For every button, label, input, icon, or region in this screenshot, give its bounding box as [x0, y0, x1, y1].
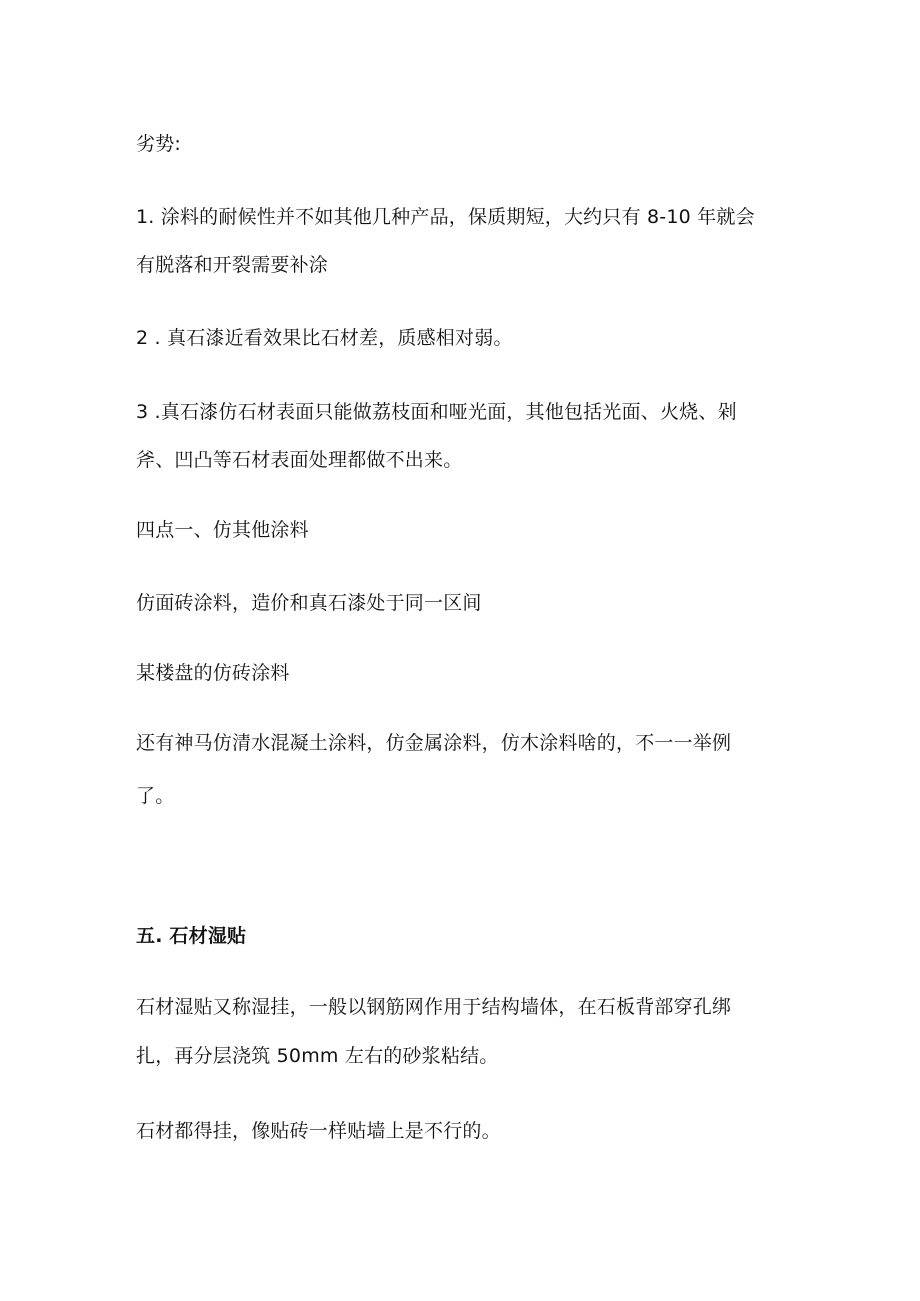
tile-coating-paragraph: 仿面砖涂料，造价和真石漆处于同一区间	[136, 592, 482, 614]
wet-paste-line-2: 扎，再分层浇筑 50mm 左右的砂浆粘结。	[136, 1045, 499, 1067]
wet-paste-line-1: 石材湿贴又称湿挂，一般以钢筋网作用于结构墙体，在石板背部穿孔绑	[136, 996, 732, 1018]
section-4-heading: 四点一、仿其他涂料	[136, 519, 309, 541]
item-3-line-2: 斧、凹凸等石材表面处理都做不出来。	[136, 449, 463, 471]
section-5-heading: 五. 石材湿贴	[136, 925, 247, 947]
other-coatings-line-2: 了。	[136, 785, 175, 807]
item-1-line-2: 有脱落和开裂需要补涂	[136, 254, 329, 276]
item-1-line-1: 1. 涂料的耐候性并不如其他几种产品，保质期短，大约只有 8-10 年就会	[136, 206, 755, 228]
item-3-line-1: 3 .真石漆仿石材表面只能做荔枝面和哑光面，其他包括光面、火烧、剁	[136, 401, 737, 423]
item-2: 2 . 真石漆近看效果比石材差，质感相对弱。	[136, 327, 513, 349]
other-coatings-line-1: 还有神马仿清水混凝土涂料，仿金属涂料，仿木涂料啥的，不一一举例	[136, 732, 732, 754]
hanging-paragraph: 石材都得挂，像贴砖一样贴墙上是不行的。	[136, 1120, 501, 1142]
project-caption: 某楼盘的仿砖涂料	[136, 662, 290, 684]
disadvantages-heading: 劣势:	[136, 133, 182, 155]
